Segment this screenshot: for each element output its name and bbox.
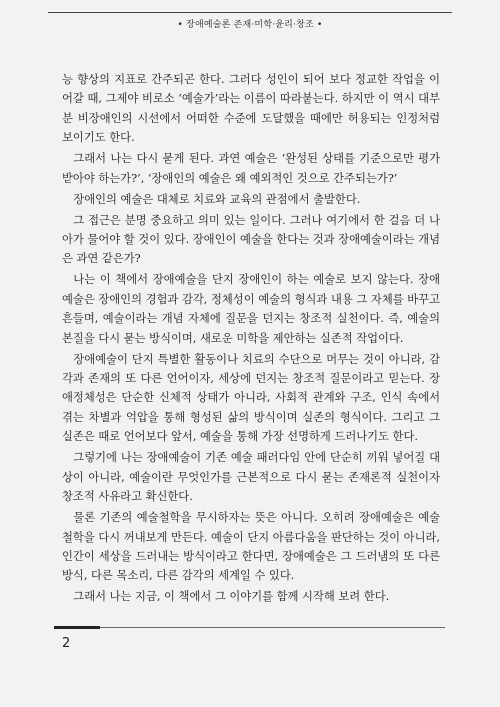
paragraph: 나는 이 책에서 장애예술을 단지 장애인이 하는 예술로 보지 않는다. 장애예술은 장애인의 경험과 감각, 정체성이 예술의 형식과 내용 그 자체를 바꾸고 흔들며, 예술이라는 개념 자체에 질문을 던지는 창조적 실천이다. 즉, 예술의 본질을 다시 묻는 방식이며, 새로운 미학을 제안하는 실존적 작업이다. bbox=[62, 273, 440, 345]
footer-rule bbox=[100, 627, 445, 628]
paragraph: 그렇기에 나는 장애예술이 기존 예술 패러다임 안에 단순히 끼워 넣어질 대상이 아니라, 예술이란 무엇인가를 근본적으로 다시 묻는 존재론적 실천이자 창조적 사유라고 확신한다. bbox=[62, 451, 440, 504]
paragraph: 장애인의 예술은 대체로 치료와 교육의 관점에서 출발한다. bbox=[73, 192, 361, 206]
paragraph: 장애예술이 단지 특별한 활동이나 치료의 수단으로 머무는 것이 아니라, 감각과 존재의 또 다른 언어이자, 세상에 던지는 창조적 질문이라고 믿는다. 장애정체성은 단순한 신체적 상태가 아니라, 사회적 관계와 구조, 인식 속에서 겪는 차별과 억압을 통해 형성된 삶의 방식이며 실존의 형식이다. 그리고 그 실존은 때로 언어보다 앞서, 예술을 통해 가장 선명하게 드러나기도 한다. bbox=[62, 352, 440, 444]
running-header bbox=[48, 12, 452, 32]
paragraph: 그래서 나는 지금, 이 책에서 그 이야기를 함께 시작해 보려 한다. bbox=[73, 590, 390, 604]
paragraph: 그래서 나는 다시 묻게 된다. 과연 예술은 ‘완성된 상태를 기준으로만 평가받아야 하는가?’, ‘장애인의 예술은 왜 예외적인 것으로 간주되는가?’ bbox=[62, 152, 440, 185]
page-number: 2 bbox=[62, 636, 71, 651]
paragraph: 능 향상의 지표로 간주되곤 한다. 그러다 성인이 되어 보다 정교한 작업을 이어갈 때, 그제야 비로소 ‘예술가’라는 이름이 따라붙는다. 하지만 이 역시 대부분 비장애인의 시선에서 어떠한 수준에 도달했을 때에만 허용되는 인정처럼 보이기도 한다. bbox=[62, 73, 440, 145]
header-rule bbox=[48, 12, 452, 13]
paragraph: 그 접근은 분명 중요하고 의미 있는 일이다. 그러나 여기에서 한 걸음 더 나아가 물어야 할 것이 있다. 장애인이 예술을 한다는 것과 장애예술이라는 개념은 과연 같은가? bbox=[62, 213, 440, 266]
footer-rule-accent bbox=[54, 626, 100, 629]
body-text bbox=[62, 70, 440, 608]
paragraph: 물론 기존의 예술철학을 무시하자는 뜻은 아니다. 오히려 장애예술은 예술철학을 다시 꺼내보게 만든다. 예술이 단지 아름다움을 판단하는 것이 아니라, 인간이 세상을 드러내는 방식이라고 한다면, 장애예술은 그 드러냄의 또 다른 방식, 다른 목소리, 다른 감각의 세계일 수 있다. bbox=[62, 511, 440, 583]
running-header-title: • 장애예술론 존재·미학·윤리·창조 • bbox=[177, 20, 323, 30]
